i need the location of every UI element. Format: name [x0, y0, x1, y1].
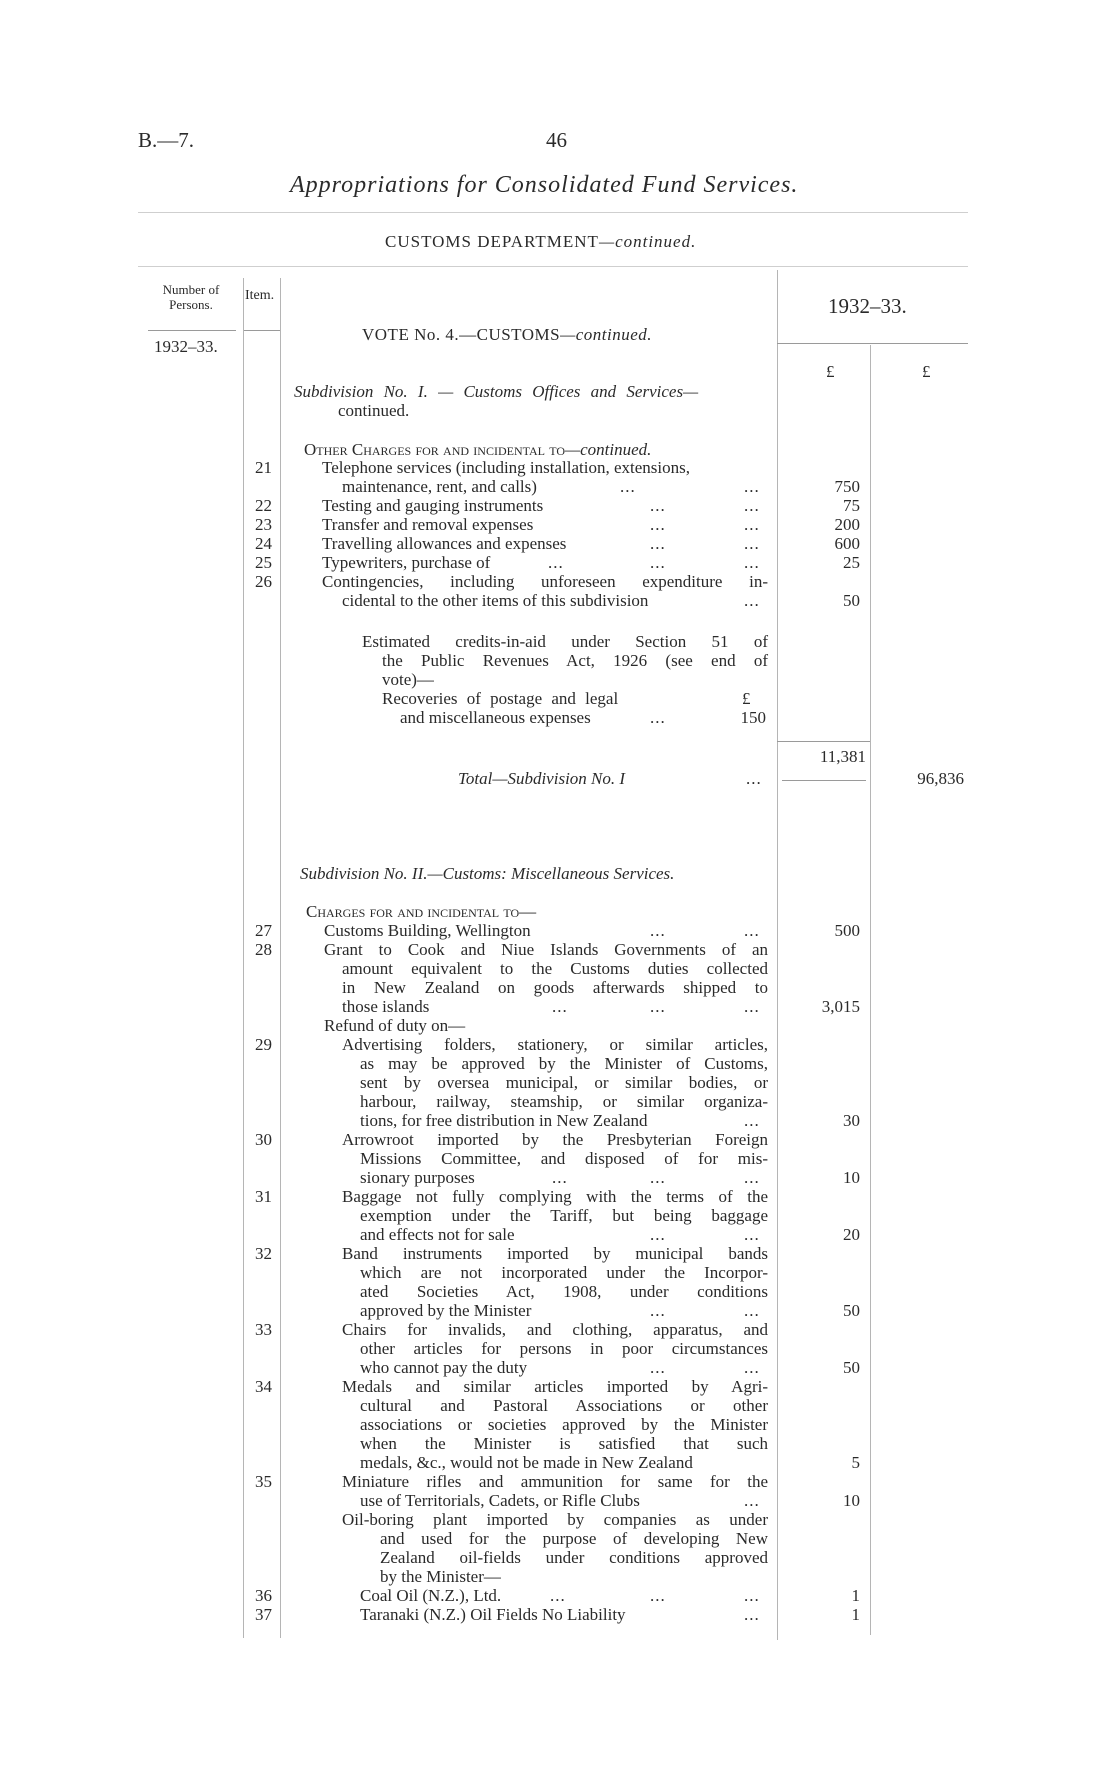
oil-boring-line-4: by the Minister— — [380, 1567, 501, 1586]
item-37-text: Taranaki (N.Z.) Oil Fields No Liability — [360, 1605, 626, 1624]
leader-dots: ... — [744, 496, 760, 515]
leader-dots: ... — [552, 1168, 568, 1187]
leader-dots: ... — [650, 1586, 666, 1605]
leader-dots: ... — [650, 534, 666, 553]
leader-dots: ... — [650, 515, 666, 534]
item-number: 37 — [255, 1605, 272, 1624]
other-charges-heading — [304, 440, 651, 460]
other-charges-heading-text: Other Charges for and incidental to — [304, 440, 566, 459]
subdivision-1-heading: Subdivision No. I. — Customs Offices and Services— — [294, 382, 699, 401]
subdivision-2-heading: Subdivision No. II.—Customs: Miscellaneous Services. — [300, 864, 675, 883]
leader-dots: ... — [744, 997, 760, 1016]
leader-dots: ... — [548, 553, 564, 572]
item-header: Item. — [245, 288, 275, 303]
item-number: 33 — [255, 1320, 272, 1339]
item-number: 31 — [255, 1187, 272, 1206]
item-number: 21 — [255, 458, 272, 477]
amount: 50 — [843, 1358, 860, 1377]
leader-dots: ... — [744, 515, 760, 534]
page-reference: B.—7. — [138, 128, 195, 152]
leader-dots: ... — [744, 1301, 760, 1320]
leader-dots: ... — [746, 769, 762, 788]
recoveries-line-2: and miscellaneous expenses — [400, 708, 591, 727]
item-29-line-4: harbour, railway, steamship, or similar organiza- — [360, 1092, 768, 1111]
item-31-line-3: and effects not for sale — [360, 1225, 515, 1244]
item-21-line-2 — [342, 477, 760, 497]
amount: 750 — [834, 477, 860, 496]
leader-dots: ... — [744, 1111, 760, 1130]
item-number: 28 — [255, 940, 272, 959]
leader-dots: ... — [650, 496, 666, 515]
page-title: Appropriations for Consolidated Fund Services. — [290, 172, 799, 198]
item-number: 29 — [255, 1035, 272, 1054]
item-35-line-1: Miniature rifles and ammunition for same for the — [342, 1472, 768, 1491]
item-number: 26 — [255, 572, 272, 591]
item-column-right-rule — [280, 278, 281, 1638]
item-column-left-rule — [243, 278, 244, 1638]
vote-title-suffix: —continued. — [560, 325, 652, 344]
item-32-line-4: approved by the Minister — [360, 1301, 532, 1320]
item-number: 23 — [255, 515, 272, 534]
item-28-line-3: in New Zealand on goods afterwards shipped to — [342, 978, 768, 997]
department-name: CUSTOMS DEPARTMENT — [385, 232, 599, 251]
amount: 1 — [851, 1605, 860, 1624]
item-21-line-2-text: maintenance, rent, and calls) — [342, 477, 537, 496]
leader-dots: ... — [744, 534, 760, 553]
persons-year-rule — [148, 330, 236, 331]
credits-line-3: vote)— — [382, 670, 434, 689]
amount: 20 — [843, 1225, 860, 1244]
item-26-line-2: cidental to the other items of this subdivision — [342, 591, 649, 610]
number-of-persons-header: Number of Persons. — [162, 282, 220, 312]
item-28-line-1: Grant to Cook and Niue Islands Governments of an — [324, 940, 768, 959]
leader-dots: ... — [650, 553, 666, 572]
leader-dots: ... — [744, 1168, 760, 1187]
item-31-line-1: Baggage not fully complying with the terms of the — [342, 1187, 768, 1206]
amount: 500 — [834, 921, 860, 940]
item-27-text: Customs Building, Wellington — [324, 921, 531, 940]
vote-title-text: VOTE No. 4.—CUSTOMS — [362, 325, 561, 344]
leader-dots: ... — [650, 1168, 666, 1187]
item-22-text: Testing and gauging instruments — [322, 496, 544, 515]
item-number: 35 — [255, 1472, 272, 1491]
oil-boring-line-1: Oil-boring plant imported by companies as under — [342, 1510, 768, 1529]
item-29-line-1: Advertising folders, stationery, or similar articles, — [342, 1035, 768, 1054]
item-number: 32 — [255, 1244, 272, 1263]
item-33-line-3: who cannot pay the duty — [360, 1358, 528, 1377]
item-number: 22 — [255, 496, 272, 515]
item-30-line-2: Missions Committee, and disposed of for mis- — [360, 1149, 768, 1168]
oil-boring-line-3: Zealand oil-fields under conditions approved — [380, 1548, 768, 1567]
charges-heading: Charges for and incidental to— — [306, 902, 537, 921]
year-column-header: 1932–33. — [828, 294, 907, 318]
year-column-rule — [777, 343, 968, 344]
item-25-text: Typewriters, purchase of — [322, 553, 491, 572]
recoveries-pound: £ — [742, 689, 751, 708]
refund-heading: Refund of duty on— — [324, 1016, 466, 1035]
item-34-line-5: medals, &c., would not be made in New Zealand — [360, 1453, 693, 1472]
item-number: 27 — [255, 921, 272, 940]
subdivision-1-heading-continued: continued. — [338, 401, 410, 420]
amount: 200 — [834, 515, 860, 534]
vote-title — [362, 325, 652, 345]
amount: 30 — [843, 1111, 860, 1130]
item-32-line-2: which are not incorporated under the Incorpor- — [360, 1263, 768, 1282]
item-28-line-2: amount equivalent to the Customs duties collected — [342, 959, 768, 978]
leader-dots: ... — [650, 1358, 666, 1377]
department-suffix: —continued. — [598, 232, 697, 251]
amount-column-mid-rule — [870, 345, 871, 1635]
vote-total-amount: 96,836 — [917, 769, 964, 788]
amount: 1 — [851, 1586, 860, 1605]
amount: 50 — [843, 1301, 860, 1320]
leader-dots: ... — [650, 997, 666, 1016]
pound-sign-left: £ — [826, 362, 835, 381]
oil-boring-line-2: and used for the purpose of developing New — [380, 1529, 768, 1548]
item-30-line-1: Arrowroot imported by the Presbyterian Foreign — [342, 1130, 768, 1149]
item-number: 36 — [255, 1586, 272, 1605]
item-29-line-5: tions, for free distribution in New Zealand — [360, 1111, 648, 1130]
recoveries-line-1: Recoveries of postage and legal — [382, 689, 619, 708]
item-32-line-3: ated Societies Act, 1908, under conditions — [360, 1282, 768, 1301]
item-34-line-4: when the Minister is satisfied that such — [360, 1434, 768, 1453]
total-subdivision-1-label: Total—Subdivision No. I — [458, 769, 626, 788]
leader-dots: ... — [744, 1491, 760, 1510]
credits-line-2: the Public Revenues Act, 1926 (see end of — [382, 651, 768, 670]
item-34-line-3: associations or societies approved by the Minister — [360, 1415, 768, 1434]
amount: 600 — [834, 534, 860, 553]
amount: 50 — [843, 591, 860, 610]
amount: 3,015 — [821, 997, 860, 1016]
item-number: 30 — [255, 1130, 272, 1149]
amount: 10 — [843, 1168, 860, 1187]
leader-dots: ... — [744, 591, 760, 610]
table-top-rule — [138, 266, 968, 267]
recoveries-amount: 150 — [740, 708, 766, 727]
leader-dots: ... — [744, 477, 760, 496]
leader-dots: ... — [650, 1301, 666, 1320]
item-34-line-1: Medals and similar articles imported by Agri- — [342, 1377, 768, 1396]
credits-line-1: Estimated credits-in-aid under Section 51 of — [362, 632, 768, 651]
leader-dots: ... — [744, 1586, 760, 1605]
amount-column-left-rule — [777, 270, 778, 1640]
item-26-line-1: Contingencies, including unforeseen expenditure in- — [322, 572, 768, 591]
item-32-line-1: Band instruments imported by municipal bands — [342, 1244, 768, 1263]
item-number: 25 — [255, 553, 272, 572]
leader-dots: ... — [744, 1358, 760, 1377]
leader-dots: ... — [552, 997, 568, 1016]
item-number: 24 — [255, 534, 272, 553]
item-23-text: Transfer and removal expenses — [322, 515, 534, 534]
page-number: 46 — [546, 128, 567, 152]
item-34-line-2: cultural and Pastoral Associations or other — [360, 1396, 768, 1415]
item-35-line-2: use of Territorials, Cadets, or Rifle Clubs — [360, 1491, 640, 1510]
department-heading — [385, 232, 696, 252]
item-24-text: Travelling allowances and expenses — [322, 534, 567, 553]
title-rule — [138, 212, 968, 213]
leader-dots: ... — [650, 1225, 666, 1244]
subtotal-rule — [777, 741, 870, 742]
item-33-line-1: Chairs for invalids, and clothing, apparatus, and — [342, 1320, 768, 1339]
amount: 25 — [843, 553, 860, 572]
item-header-rule — [243, 330, 280, 331]
amount: 10 — [843, 1491, 860, 1510]
amount: 75 — [843, 496, 860, 515]
leader-dots: ... — [650, 921, 666, 940]
item-30-line-3: sionary purposes — [360, 1168, 475, 1187]
persons-year: 1932–33. — [154, 337, 218, 356]
item-29-line-2: as may be approved by the Minister of Customs, — [360, 1054, 768, 1073]
leader-dots: ... — [620, 477, 636, 496]
amount: 5 — [851, 1453, 860, 1472]
leader-dots: ... — [744, 1605, 760, 1624]
item-31-line-2: exemption under the Tariff, but being baggage — [360, 1206, 768, 1225]
leader-dots: ... — [650, 708, 666, 727]
subtotal-amount: 11,381 — [819, 747, 866, 766]
item-21-line-1: Telephone services (including installation, extensions, — [322, 458, 690, 477]
other-charges-heading-suffix: —continued. — [565, 440, 652, 459]
leader-dots: ... — [744, 1225, 760, 1244]
pound-sign-right: £ — [922, 362, 931, 381]
leader-dots: ... — [550, 1586, 566, 1605]
item-33-line-2: other articles for persons in poor circumstances — [360, 1339, 768, 1358]
leader-dots: ... — [744, 921, 760, 940]
subtotal-underline — [782, 780, 866, 781]
item-28-line-4: those islands — [342, 997, 430, 1016]
leader-dots: ... — [744, 553, 760, 572]
item-number: 34 — [255, 1377, 272, 1396]
item-29-line-3: sent by oversea municipal, or similar bodies, or — [360, 1073, 768, 1092]
item-36-text: Coal Oil (N.Z.), Ltd. — [360, 1586, 502, 1605]
